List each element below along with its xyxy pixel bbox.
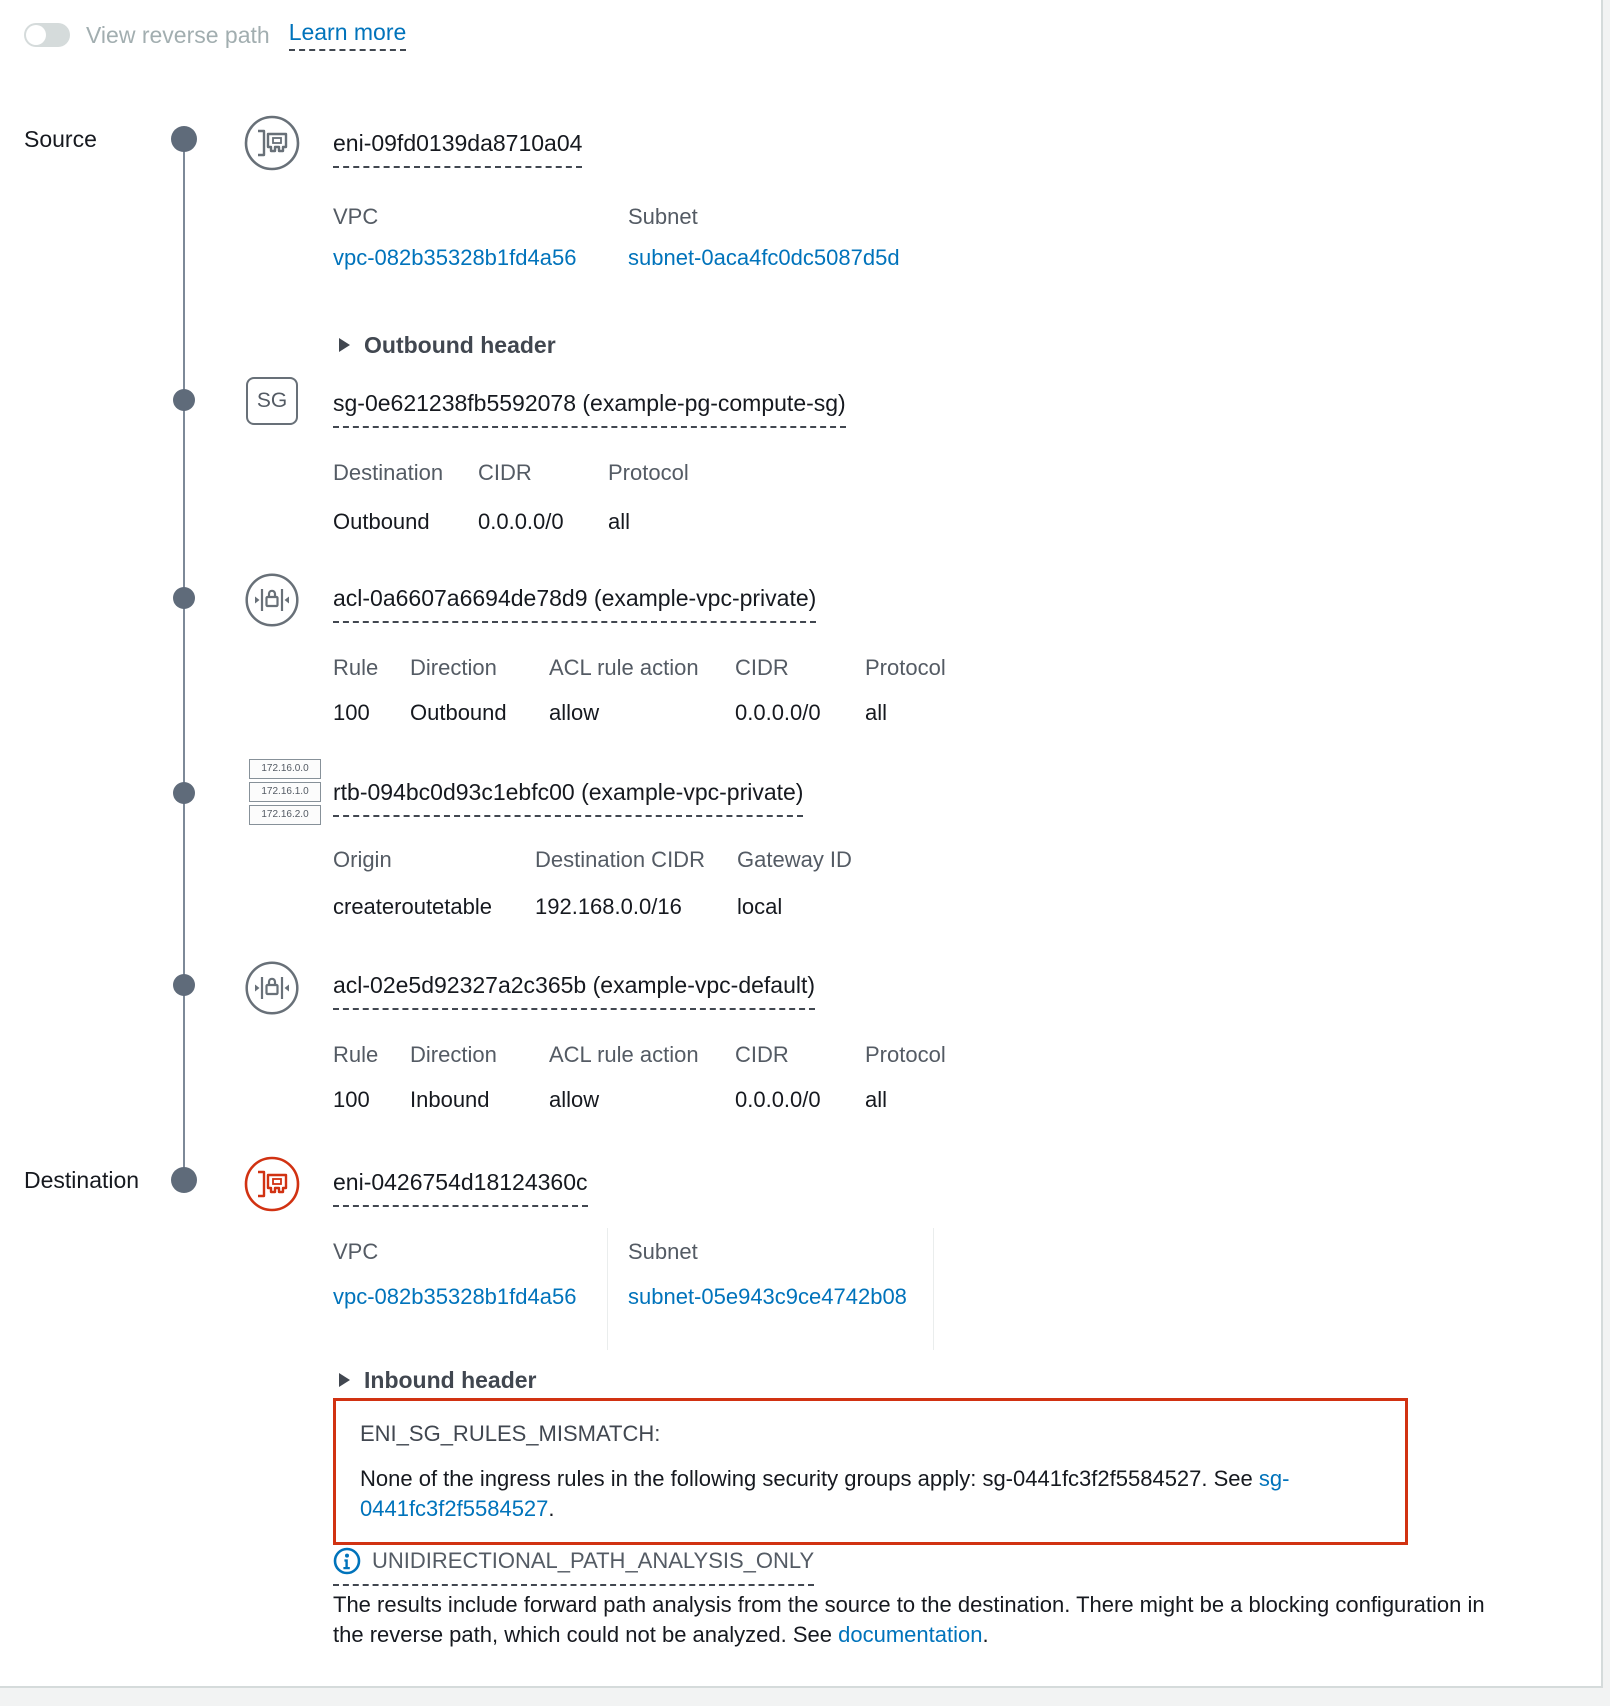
source-eni-id[interactable]: eni-09fd0139da8710a04: [333, 129, 582, 168]
table-row: [333, 893, 887, 921]
toolbar: [24, 18, 406, 51]
vpc-label: VPC: [333, 1239, 379, 1264]
error-message-suffix: .: [548, 1496, 555, 1521]
acl-val-protocol: all: [865, 700, 888, 725]
destination-subnet-link[interactable]: subnet-05e943c9ce4742b08: [628, 1284, 907, 1309]
acl-col-action: ACL rule action: [549, 655, 699, 680]
toggle-knob-icon: [26, 25, 46, 45]
acl-val-rule: 100: [333, 700, 370, 725]
outbound-header-expander[interactable]: [338, 331, 556, 359]
acl-val-action: allow: [549, 700, 600, 725]
acl-val-direction: Inbound: [410, 1087, 490, 1112]
acl-col-rule: Rule: [333, 655, 379, 680]
acl-col-direction: Direction: [410, 655, 497, 680]
acl-val-cidr: 0.0.0.0/0: [735, 1087, 821, 1112]
timeline-dot-source: [171, 126, 197, 152]
caret-right-icon: [338, 337, 351, 353]
security-group-table: [333, 459, 758, 536]
sg-val-destination: Outbound: [333, 509, 430, 534]
security-group-id[interactable]: sg-0e621238fb5592078 (example-pg-compute-sg): [333, 389, 846, 428]
timeline-dot-route-table: [173, 782, 195, 804]
acl-val-protocol: all: [865, 1087, 888, 1112]
acl-col-protocol: Protocol: [865, 655, 946, 680]
view-reverse-path-toggle[interactable]: [24, 23, 70, 47]
sg-col-destination: Destination: [333, 460, 444, 485]
source-vpc-subnet: [333, 203, 900, 272]
error-message-text: None of the ingress rules in the following security groups apply: sg-0441fc3f2f5584527. See: [360, 1466, 1259, 1491]
acl-inbound-id[interactable]: acl-02e5d92327a2c365b (example-vpc-default): [333, 971, 815, 1010]
learn-more-link[interactable]: Learn more: [289, 18, 407, 51]
eni-icon: [243, 114, 301, 172]
documentation-link[interactable]: documentation: [838, 1622, 983, 1647]
notice-message-suffix: .: [982, 1622, 989, 1647]
notice-message-text: The results include forward path analysis from the source to the destination. There might be a blocking configuration in the reverse path, which could not be analyzed. See: [333, 1592, 1485, 1647]
rtb-col-origin: Origin: [333, 847, 392, 872]
column-divider: [933, 1228, 934, 1350]
acl-val-direction: Outbound: [410, 700, 507, 725]
rtb-val-gateway-id: local: [737, 894, 783, 919]
subnet-label: Subnet: [628, 1239, 698, 1264]
acl-val-rule: 100: [333, 1087, 370, 1112]
route-table-icon-row: 172.16.1.0: [249, 782, 321, 802]
destination-eni-id[interactable]: eni-0426754d18124360c: [333, 1168, 588, 1207]
info-icon: [333, 1547, 361, 1575]
unidirectional-notice-header[interactable]: [333, 1547, 814, 1586]
table-row: [333, 1086, 975, 1114]
acl-col-direction: Direction: [410, 1042, 497, 1067]
outbound-header-label: Outbound header: [364, 332, 556, 358]
vpc-label: VPC: [333, 204, 379, 229]
unidirectional-notice-text: [333, 1590, 1513, 1650]
inbound-header-label: Inbound header: [364, 1367, 537, 1393]
timeline-line: [183, 139, 185, 1180]
sg-val-cidr: 0.0.0.0/0: [478, 509, 564, 534]
route-table-icon-row: 172.16.0.0: [249, 759, 321, 779]
timeline-dot-acl-inbound: [173, 974, 195, 996]
error-message: [360, 1464, 1381, 1524]
route-table-id[interactable]: rtb-094bc0d93c1ebfc00 (example-vpc-private): [333, 778, 803, 817]
acl-outbound-table: [333, 654, 975, 727]
sg-val-protocol: all: [608, 509, 631, 534]
rtb-col-gateway-id: Gateway ID: [737, 847, 852, 872]
source-vpc-link[interactable]: vpc-082b35328b1fd4a56: [333, 245, 577, 270]
route-table-table: [333, 846, 887, 921]
rtb-val-destination-cidr: 192.168.0.0/16: [535, 894, 682, 919]
acl-col-cidr: CIDR: [735, 655, 789, 680]
network-acl-icon: [244, 960, 300, 1016]
unidirectional-notice-title: UNIDIRECTIONAL_PATH_ANALYSIS_ONLY: [372, 1548, 815, 1573]
source-subnet-link[interactable]: subnet-0aca4fc0dc5087d5d: [628, 245, 900, 270]
route-table-icon: [249, 759, 321, 828]
acl-outbound-id[interactable]: acl-0a6607a6694de78d9 (example-vpc-private): [333, 584, 816, 623]
acl-col-action: ACL rule action: [549, 1042, 699, 1067]
sg-col-cidr: CIDR: [478, 460, 532, 485]
sg-col-protocol: Protocol: [608, 460, 689, 485]
source-side-label: Source: [24, 126, 97, 152]
route-table-icon-row: 172.16.2.0: [249, 805, 321, 825]
rtb-val-origin: createroutetable: [333, 894, 492, 919]
destination-vpc-link[interactable]: vpc-082b35328b1fd4a56: [333, 1284, 577, 1309]
error-code: ENI_SG_RULES_MISMATCH:: [360, 1421, 661, 1446]
view-reverse-path-label: View reverse path: [86, 21, 270, 48]
security-group-icon: SG: [246, 377, 298, 425]
acl-inbound-table: [333, 1041, 975, 1114]
eni-icon-destination: [243, 1155, 301, 1213]
acl-val-cidr: 0.0.0.0/0: [735, 700, 821, 725]
error-sg-link[interactable]: sg-0441fc3f2f5584527: [360, 1466, 1290, 1521]
timeline-dot-destination: [171, 1167, 197, 1193]
inbound-header-expander[interactable]: [338, 1366, 537, 1394]
destination-side-label: Destination: [24, 1167, 140, 1193]
timeline-dot-acl-outbound: [173, 587, 195, 609]
table-row: [333, 699, 975, 727]
acl-col-cidr: CIDR: [735, 1042, 789, 1067]
table-row: [333, 508, 758, 536]
caret-right-icon: [338, 1372, 351, 1388]
error-box: [333, 1398, 1408, 1545]
acl-val-action: allow: [549, 1087, 600, 1112]
acl-col-rule: Rule: [333, 1042, 379, 1067]
rtb-col-destination-cidr: Destination CIDR: [535, 847, 705, 872]
acl-col-protocol: Protocol: [865, 1042, 946, 1067]
destination-vpc-subnet: [333, 1238, 907, 1311]
network-acl-icon: [244, 572, 300, 628]
subnet-label: Subnet: [628, 204, 698, 229]
timeline-dot-security-group: [173, 389, 195, 411]
